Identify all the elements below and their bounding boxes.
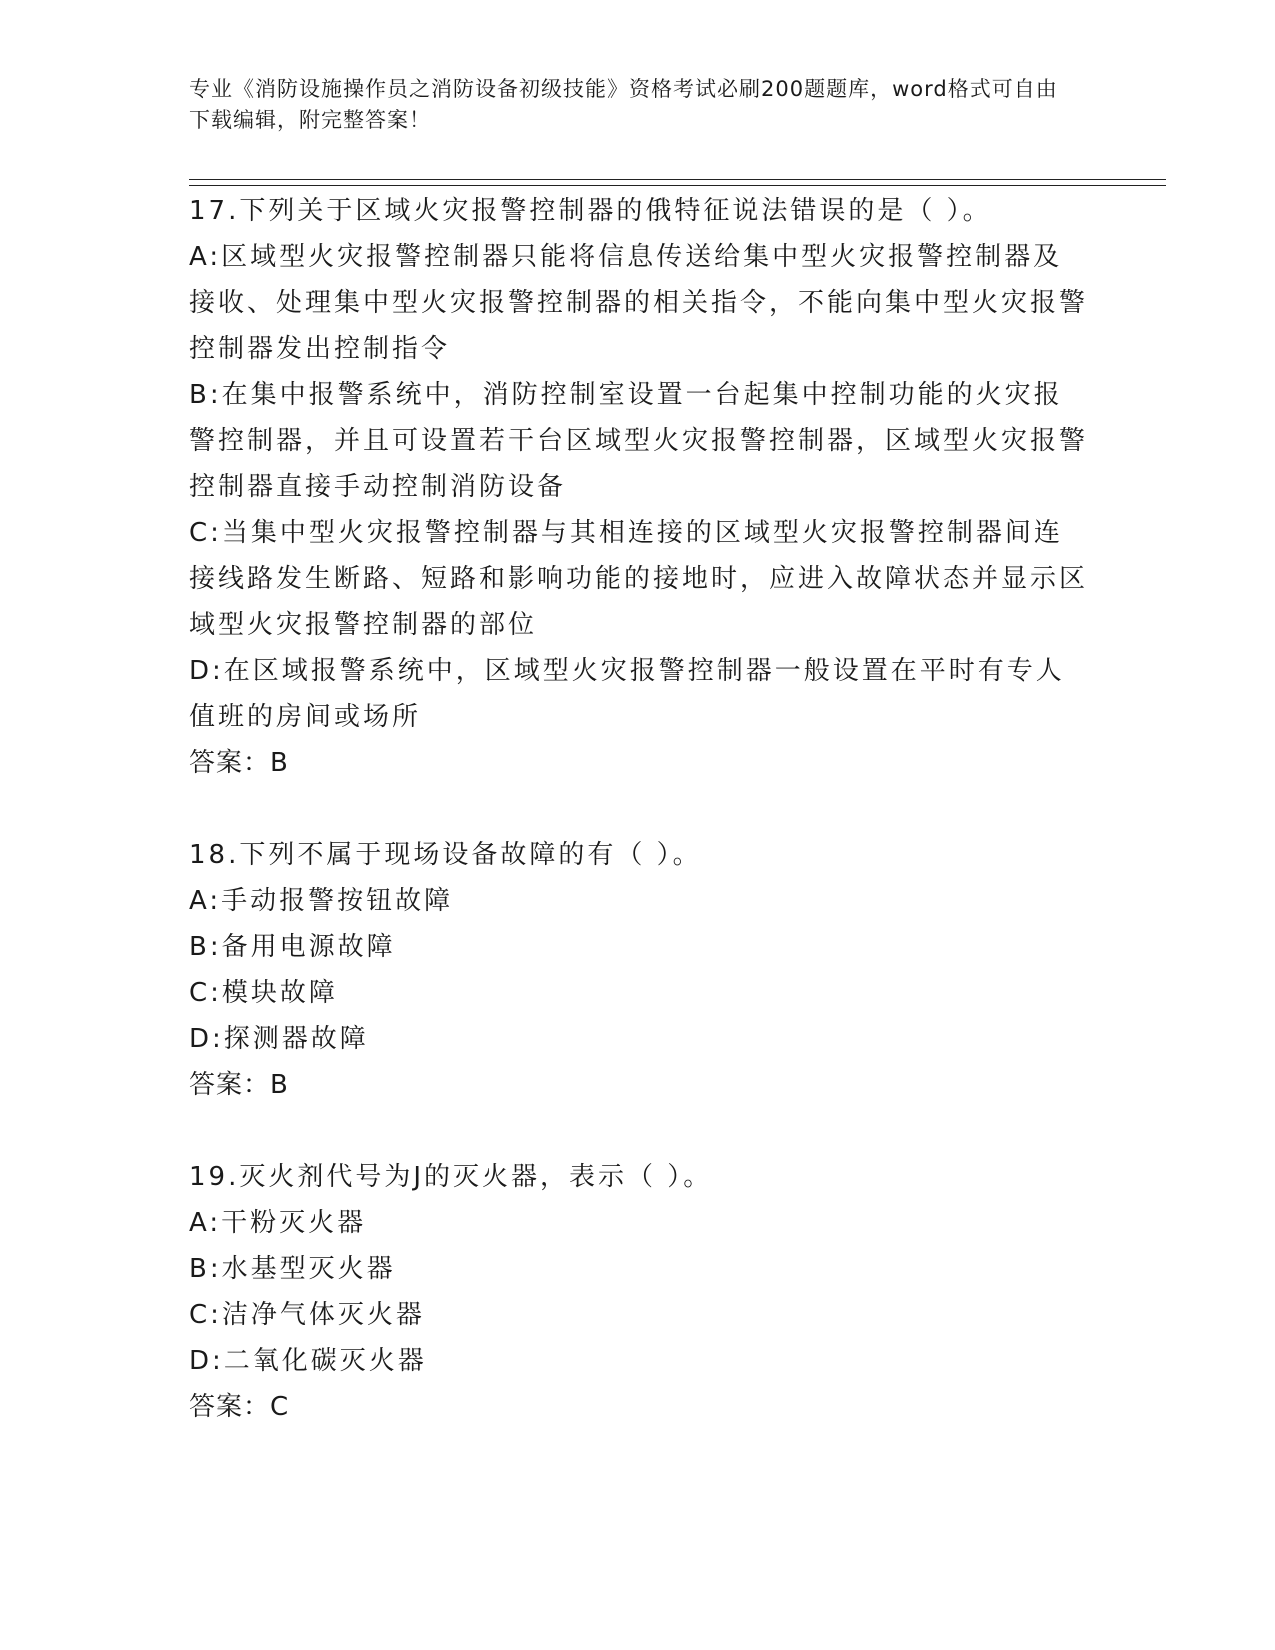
answer-label: 答案：C (189, 1392, 290, 1422)
option-b: B:备用电源故障 (189, 932, 396, 962)
question-list (189, 188, 1089, 1476)
option-d: D:二氧化碳灭火器 (189, 1346, 427, 1376)
option-d: D:探测器故障 (189, 1024, 369, 1054)
option-c: C:当集中型火灾报警控制器与其相连接的区域型火灾报警控制器间连接线路发生断路、短路和影响功能的接地时，应进入故障状态并显示区域型火灾报警控制器的部位 (189, 518, 1089, 640)
header-divider-bottom (189, 185, 1166, 186)
question-19 (189, 1154, 1089, 1430)
answer-label: 答案：B (189, 1070, 289, 1100)
header-divider-top (189, 179, 1166, 180)
question-stem: 17.下列关于区域火灾报警控制器的俄特征说法错误的是（ ）。 (189, 196, 992, 226)
question-17 (189, 188, 1089, 786)
option-a: A:干粉灭火器 (189, 1208, 367, 1238)
question-stem: 18.下列不属于现场设备故障的有（ ）。 (189, 840, 702, 870)
option-c: C:模块故障 (189, 978, 338, 1008)
question-stem: 19.灭火剂代号为J的灭火器，表示（ ）。 (189, 1162, 713, 1192)
question-18 (189, 832, 1089, 1108)
option-c: C:洁净气体灭火器 (189, 1300, 425, 1330)
option-a: A:手动报警按钮故障 (189, 886, 454, 916)
option-b: B:在集中报警系统中，消防控制室设置一台起集中控制功能的火灾报警控制器，并且可设置若干台区域型火灾报警控制器，区域型火灾报警控制器直接手动控制消防设备 (189, 380, 1089, 502)
option-a: A:区域型火灾报警控制器只能将信息传送给集中型火灾报警控制器及接收、处理集中型火灾报警控制器的相关指令，不能向集中型火灾报警控制器发出控制指令 (189, 242, 1089, 364)
option-b: B:水基型灭火器 (189, 1254, 396, 1284)
option-d: D:在区域报警系统中，区域型火灾报警控制器一般设置在平时有专人值班的房间或场所 (189, 656, 1065, 732)
document-header: 专业《消防设施操作员之消防设备初级技能》资格考试必刷200题题库，word格式可自由下载编辑，附完整答案！ (189, 77, 1058, 132)
answer-label: 答案：B (189, 748, 289, 778)
